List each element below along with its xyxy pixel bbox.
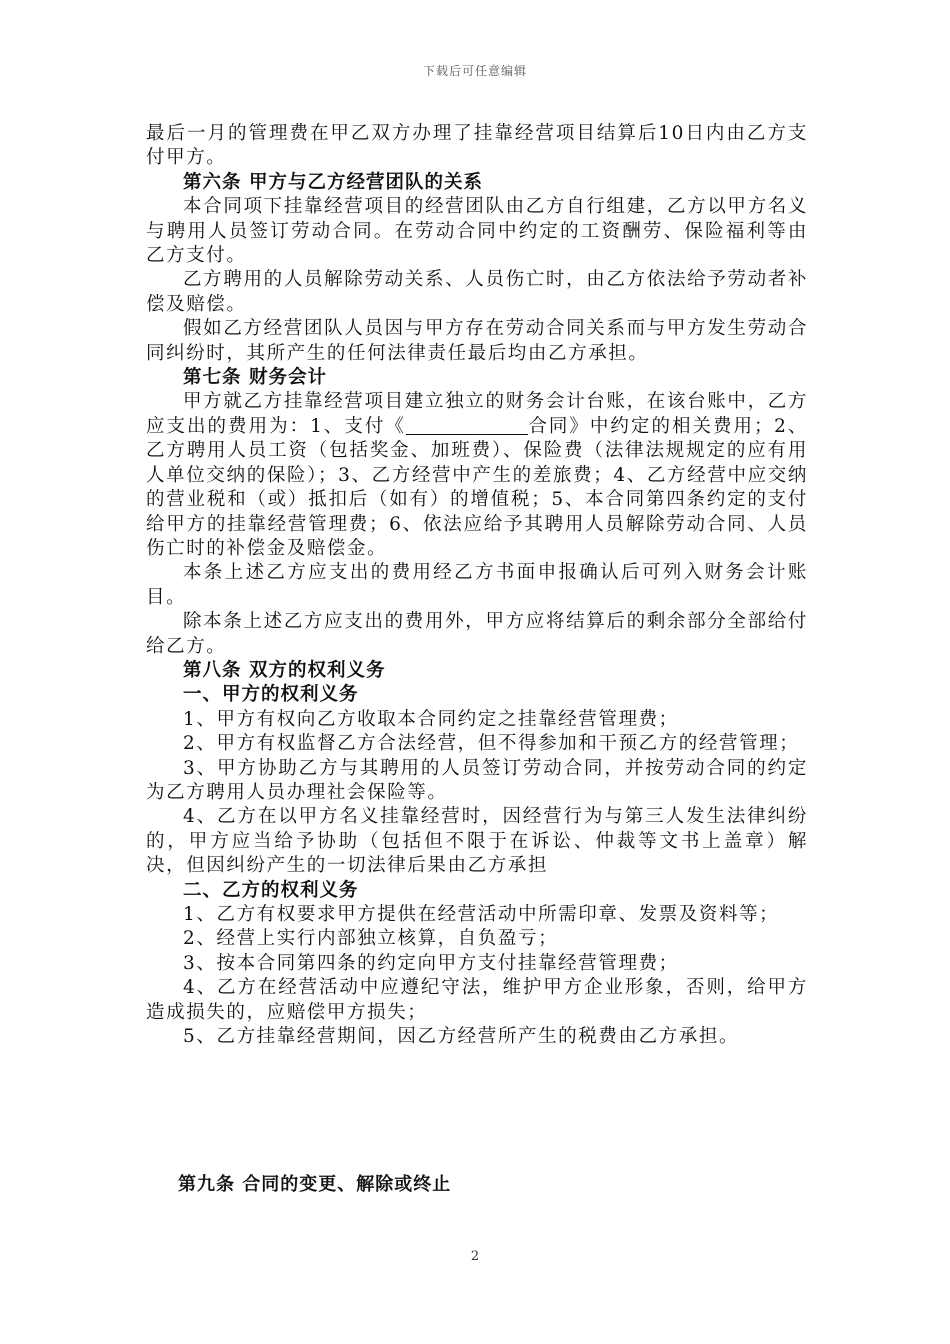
list-item: 2、甲方有权监督乙方合法经营，但不得参加和干预乙方的经营管理； <box>183 733 800 755</box>
paragraph-text: 合同》中约定的相关费用；2、乙方聘用人员工资（包括奖金、加班费）、保险费（法律法规规定的应有用人单位交纳的保险）；3、乙方经营中产生的差旅费；4、乙方经营中应交纳的营业税和（或）抵扣后（如有）的增值税；5、本合同第四条约定的支付给甲方的挂靠经营管理费；6、依法应给予其聘用人员解除劳动合同、人员伤亡时的补偿金及赔偿金。 <box>146 415 808 559</box>
page-header: 下载后可任意编辑 <box>422 64 527 78</box>
list-item: 4、乙方在以甲方名义挂靠经营时，因经营行为与第三人发生法律纠纷的，甲方应当给予协助（包括但不限于在诉讼、仲裁等文书上盖章）解决，但因纠纷产生的一切法律后果由乙方承担 <box>146 806 808 877</box>
list-item: 3、甲方协助乙方与其聘用的人员签订劳动合同，并按劳动合同的约定为乙方聘用人员办理社会保险等。 <box>146 757 808 803</box>
page-number: 2 <box>470 1249 480 1264</box>
paragraph: 除本条上述乙方应支出的费用外，甲方应将结算后的剩余部分全部给付给乙方。 <box>146 611 808 657</box>
paragraph-text: 甲方就乙方挂靠经营项目建立独立的财务会计台账，在该台账中，乙方应支出的费用为：1、支付《 <box>146 391 808 437</box>
article-7-heading: 第七条 财务会计 <box>183 367 327 389</box>
article-8-heading: 第八条 双方的权利义务 <box>183 659 386 681</box>
section-heading: 二、乙方的权利义务 <box>183 879 359 901</box>
paragraph: 本条上述乙方应支出的费用经乙方书面申报确认后可列入财务会计账目。 <box>146 562 808 608</box>
list-item: 1、甲方有权向乙方收取本合同约定之挂靠经营管理费； <box>183 708 679 730</box>
article-9-heading: 第九条 合同的变更、解除或终止 <box>178 1174 452 1195</box>
article-6-heading: 第六条 甲方与乙方经营团队的关系 <box>183 171 483 193</box>
paragraph: 本合同项下挂靠经营项目的经营团队由乙方自行组建，乙方以甲方名义与聘用人员签订劳动合同。在劳动合同中约定的工资酬劳、保险福利等由乙方支付。 <box>146 196 808 267</box>
list-item: 3、按本合同第四条的约定向甲方支付挂靠经营管理费； <box>183 952 679 974</box>
list-item: 4、乙方在经营活动中应遵纪守法，维护甲方企业形象，否则，给甲方造成损失的，应赔偿甲方损失； <box>146 977 808 1023</box>
document-body <box>146 122 808 1049</box>
section-heading: 一、甲方的权利义务 <box>183 684 359 706</box>
paragraph: 乙方聘用的人员解除劳动关系、人员伤亡时，由乙方依法给予劳动者补偿及赔偿。 <box>146 269 808 315</box>
paragraph: 最后一月的管理费在甲乙双方办理了挂靠经营项目结算后10日内由乙方支付甲方。 <box>146 123 808 169</box>
fill-in-blank <box>406 416 528 435</box>
paragraph: 假如乙方经营团队人员因与甲方存在劳动合同关系而与甲方发生劳动合同纠纷时，其所产生的任何法律责任最后均由乙方承担。 <box>146 318 808 364</box>
list-item: 5、乙方挂靠经营期间，因乙方经营所产生的税费由乙方承担。 <box>183 1026 740 1048</box>
list-item: 1、乙方有权要求甲方提供在经营活动中所需印章、发票及资料等； <box>183 904 780 925</box>
paragraph <box>146 390 808 561</box>
list-item: 2、经营上实行内部独立核算，自负盈亏； <box>183 928 559 950</box>
